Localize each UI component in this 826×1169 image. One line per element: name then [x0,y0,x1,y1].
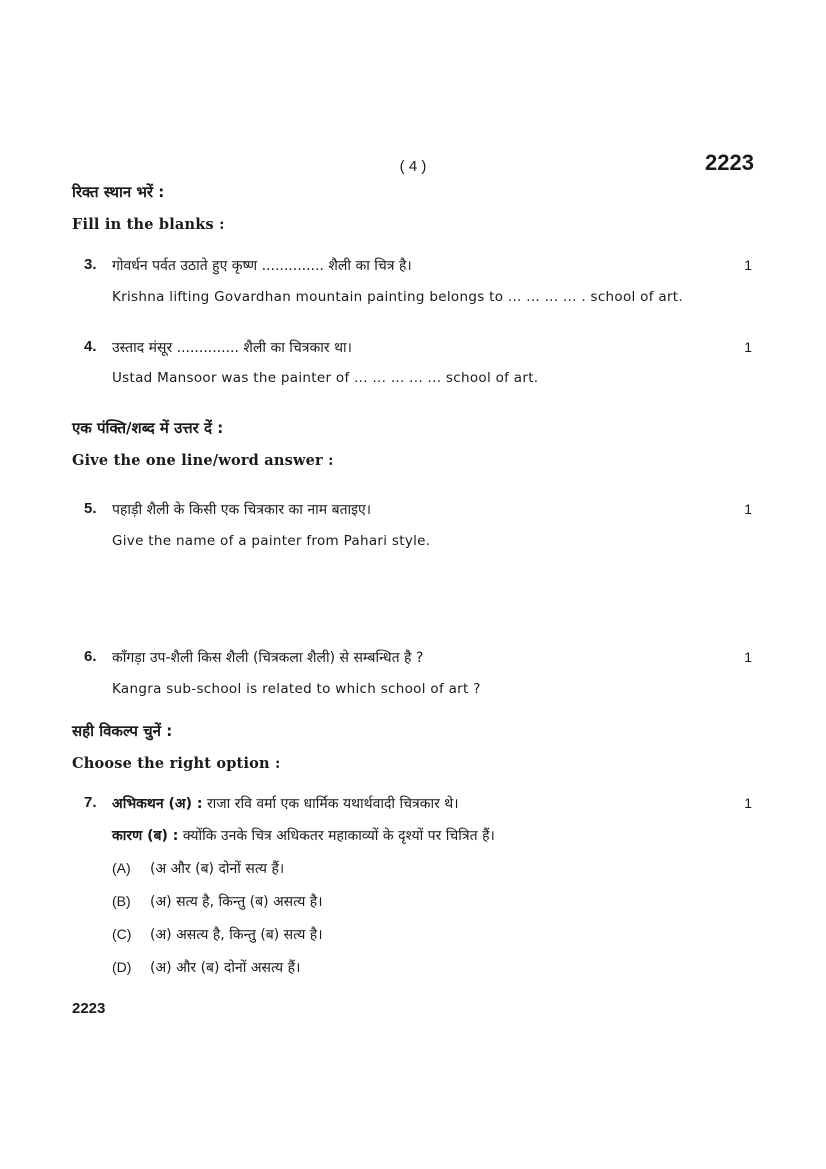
question-3-marks: 1 [744,257,752,273]
question-7-assertion [112,794,459,813]
question-7-number: 7. [84,794,97,811]
question-5-hindi: पहाड़ी शैली के किसी एक चित्रकार का नाम बताइए। [112,502,372,518]
option-b-text: (अ) सत्य है, किन्तु (ब) असत्य है। [150,894,323,910]
option-a-text: (अ और (ब) दोनों सत्य हैं। [150,861,285,877]
question-4-marks: 1 [744,339,752,355]
section-heading-hindi-fill-blanks: रिक्त स्थान भरें : [72,183,165,201]
option-d-text: (अ) और (ब) दोनों असत्य हैं। [150,960,301,976]
paper-code-bottom: 2223 [72,1000,106,1017]
question-3-hindi: गोवर्धन पर्वत उठाते हुए कृष्ण .............. शैली का चित्र है। [112,258,412,274]
question-6-hindi: काँगड़ा उप-शैली किस शैली (चित्रकला शैली) से सम्बन्धित है ? [112,650,424,666]
question-4-english: Ustad Mansoor was the painter of ... ... ... ... ... school of art. [112,370,539,386]
reason-text: क्योंकि उनके चित्र अधिकतर महाकाव्यों के दृश्यों पर चित्रित हैं। [182,828,495,844]
option-c-label: (C) [112,926,132,942]
question-4-number: 4. [84,338,97,355]
reason-label: कारण (ब) : [112,828,179,844]
question-3-number: 3. [84,256,97,273]
question-5-marks: 1 [744,501,752,517]
paper-code-top: 2223 [705,150,754,175]
page-number: ( 4 ) [399,158,427,175]
section-heading-one-line: Give the one line/word answer : [72,452,334,469]
question-6-english: Kangra sub-school is related to which school of art ? [112,681,481,697]
question-3-english: Krishna lifting Govardhan mountain painting belongs to ... ... ... ... . school of art. [112,289,683,305]
question-4-hindi: उस्ताद मंसूर .............. शैली का चित्रकार था। [112,340,352,356]
assertion-text: राजा रवि वर्मा एक धार्मिक यथार्थवादी चित्रकार थे। [206,796,459,812]
option-c-text: (अ) असत्य है, किन्तु (ब) सत्य है। [150,927,323,943]
option-a-label: (A) [112,860,131,876]
question-7-reason [112,826,495,845]
question-5-english: Give the name of a painter from Pahari style. [112,533,431,549]
assertion-label: अभिकथन (अ) : [112,796,203,812]
question-6-number: 6. [84,648,97,665]
section-heading-right-option: Choose the right option : [72,755,281,772]
section-heading-hindi-one-line: एक पंक्ति/शब्द में उत्तर दें : [72,419,224,437]
question-6-marks: 1 [744,649,752,665]
section-heading-hindi-right-option: सही विकल्प चुनें : [72,722,173,740]
section-heading-fill-blanks: Fill in the blanks : [72,216,225,233]
option-d-label: (D) [112,959,132,975]
question-5-number: 5. [84,500,97,517]
option-b-label: (B) [112,893,131,909]
question-7-marks: 1 [744,795,752,811]
